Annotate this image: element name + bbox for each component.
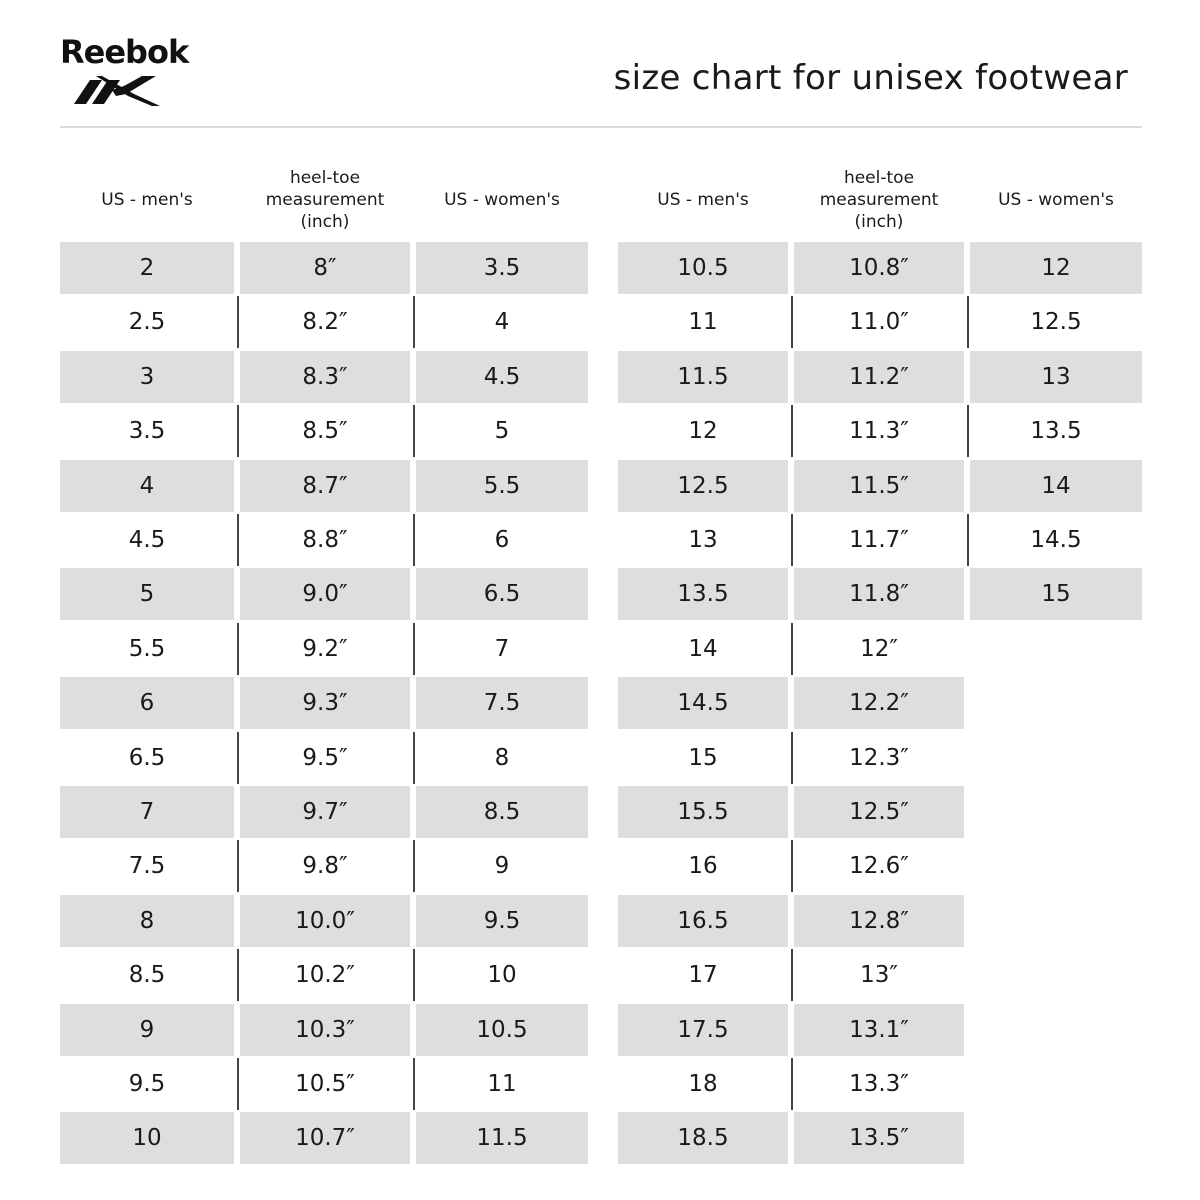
mens-size-cell: 17	[688, 962, 718, 989]
womens-size-cell: 6	[494, 527, 510, 553]
womens-size-cell: 7.5	[416, 677, 588, 729]
heel-toe-measurement-cell: 13″	[860, 962, 898, 989]
heel-toe-measurement-cell: 10.5″	[295, 1071, 355, 1097]
mens-size-cell: 15.5	[618, 786, 788, 838]
heel-toe-measurement-cell: 11.5″	[794, 460, 964, 512]
mens-size-cell: 4	[60, 460, 234, 512]
column-header-heel-toe-measurement: heel-toe measurement (inch)	[819, 168, 939, 232]
womens-size-cell: 14	[970, 460, 1142, 512]
heel-toe-measurement-cell: 9.8″	[302, 853, 348, 880]
womens-size-cell: 3.5	[416, 242, 588, 294]
mens-size-cell: 11	[688, 309, 718, 336]
heel-toe-measurement-cell: 10.2″	[295, 962, 355, 989]
column-separator	[237, 840, 239, 892]
column-separator	[237, 623, 239, 675]
heel-toe-measurement-cell: 8.2″	[302, 309, 348, 336]
brand-name: Reebok	[60, 33, 189, 71]
heel-toe-measurement-cell: 10.8″	[794, 242, 964, 294]
column-separator	[791, 840, 793, 892]
mens-size-cell: 3.5	[128, 418, 166, 445]
heel-toe-measurement-cell: 9.0″	[240, 568, 410, 620]
size-table-right	[618, 160, 1142, 1170]
womens-size-cell: 12.5	[1030, 309, 1082, 336]
column-header-mens-size: US - men's	[657, 190, 749, 210]
womens-size-cell: 4.5	[416, 351, 588, 403]
mens-size-cell: 8.5	[128, 962, 166, 989]
mens-size-cell: 9	[60, 1004, 234, 1056]
mens-size-cell: 6.5	[128, 744, 166, 771]
heel-toe-measurement-cell: 11.2″	[794, 351, 964, 403]
heel-toe-measurement-cell: 13.1″	[794, 1004, 964, 1056]
heel-toe-measurement-cell: 12″	[860, 635, 898, 662]
column-separator	[791, 1058, 793, 1110]
column-separator	[967, 296, 969, 348]
column-separator	[791, 732, 793, 784]
heel-toe-measurement-cell: 13.3″	[849, 1071, 909, 1097]
header-divider	[60, 126, 1142, 128]
heel-toe-measurement-cell: 12.3″	[849, 744, 909, 771]
mens-size-cell: 7.5	[128, 853, 166, 880]
column-separator	[413, 732, 415, 784]
womens-size-cell: 9	[494, 853, 510, 880]
mens-size-cell: 13	[688, 527, 718, 553]
mens-size-cell: 16.5	[618, 895, 788, 947]
column-separator	[413, 405, 415, 457]
womens-size-cell: 8.5	[416, 786, 588, 838]
womens-size-cell: 12	[970, 242, 1142, 294]
column-separator	[413, 623, 415, 675]
column-separator	[237, 732, 239, 784]
womens-size-cell: 5	[494, 418, 510, 445]
column-separator	[791, 514, 793, 566]
mens-size-cell: 5.5	[128, 635, 166, 662]
womens-size-cell: 13	[970, 351, 1142, 403]
heel-toe-measurement-cell: 10.0″	[240, 895, 410, 947]
column-separator	[413, 949, 415, 1001]
heel-toe-measurement-cell: 8.3″	[240, 351, 410, 403]
womens-size-cell: 5.5	[416, 460, 588, 512]
heel-toe-measurement-cell: 9.5″	[302, 744, 348, 771]
womens-size-cell: 15	[970, 568, 1142, 620]
heel-toe-measurement-cell: 11.0″	[849, 309, 909, 336]
mens-size-cell: 3	[60, 351, 234, 403]
heel-toe-measurement-cell: 9.7″	[240, 786, 410, 838]
mens-size-cell: 5	[60, 568, 234, 620]
column-header-mens-size: US - men's	[101, 190, 193, 210]
mens-size-cell: 12	[688, 418, 718, 445]
column-separator	[791, 623, 793, 675]
column-header-heel-toe-measurement: heel-toe measurement (inch)	[265, 168, 385, 232]
heel-toe-measurement-cell: 9.3″	[240, 677, 410, 729]
mens-size-cell: 10.5	[618, 242, 788, 294]
column-header-womens-size: US - women's	[998, 190, 1114, 210]
womens-size-cell: 6.5	[416, 568, 588, 620]
reebok-delta-icon	[72, 72, 162, 106]
column-separator	[237, 949, 239, 1001]
mens-size-cell: 4.5	[128, 527, 166, 553]
column-separator	[791, 405, 793, 457]
heel-toe-measurement-cell: 10.7″	[240, 1112, 410, 1164]
column-separator	[237, 405, 239, 457]
heel-toe-measurement-cell: 8″	[240, 242, 410, 294]
mens-size-cell: 9.5	[128, 1071, 166, 1097]
heel-toe-measurement-cell: 10.3″	[240, 1004, 410, 1056]
column-separator	[237, 514, 239, 566]
womens-size-cell: 4	[494, 309, 510, 336]
mens-size-cell: 7	[60, 786, 234, 838]
mens-size-cell: 12.5	[618, 460, 788, 512]
heel-toe-measurement-cell: 8.7″	[240, 460, 410, 512]
womens-size-cell: 9.5	[416, 895, 588, 947]
column-separator	[413, 514, 415, 566]
womens-size-cell: 10.5	[416, 1004, 588, 1056]
heel-toe-measurement-cell: 12.8″	[794, 895, 964, 947]
heel-toe-measurement-cell: 9.2″	[302, 635, 348, 662]
mens-size-cell: 13.5	[618, 568, 788, 620]
column-separator	[791, 296, 793, 348]
column-separator	[413, 296, 415, 348]
mens-size-cell: 18	[688, 1071, 718, 1097]
heel-toe-measurement-cell: 12.2″	[794, 677, 964, 729]
heel-toe-measurement-cell: 8.5″	[302, 418, 348, 445]
column-separator	[967, 514, 969, 566]
reebok-logo	[60, 33, 200, 110]
mens-size-cell: 15	[688, 744, 718, 771]
mens-size-cell: 6	[60, 677, 234, 729]
column-separator	[237, 296, 239, 348]
heel-toe-measurement-cell: 13.5″	[794, 1112, 964, 1164]
mens-size-cell: 18.5	[618, 1112, 788, 1164]
heel-toe-measurement-cell: 11.8″	[794, 568, 964, 620]
heel-toe-measurement-cell: 12.6″	[849, 853, 909, 880]
mens-size-cell: 16	[688, 853, 718, 880]
column-separator	[237, 1058, 239, 1110]
size-table-left	[60, 160, 588, 1170]
womens-size-cell: 7	[494, 635, 510, 662]
column-separator	[413, 840, 415, 892]
womens-size-cell: 11	[487, 1071, 517, 1097]
womens-size-cell: 13.5	[1030, 418, 1082, 445]
column-separator	[413, 1058, 415, 1110]
column-header-womens-size: US - women's	[444, 190, 560, 210]
column-separator	[791, 949, 793, 1001]
womens-size-cell: 8	[494, 744, 510, 771]
mens-size-cell: 11.5	[618, 351, 788, 403]
page-title: size chart for unisex footwear	[613, 58, 1128, 98]
heel-toe-measurement-cell: 8.8″	[302, 527, 348, 553]
column-separator	[967, 405, 969, 457]
mens-size-cell: 17.5	[618, 1004, 788, 1056]
womens-size-cell: 11.5	[416, 1112, 588, 1164]
mens-size-cell: 8	[60, 895, 234, 947]
mens-size-cell: 14	[688, 635, 718, 662]
mens-size-cell: 2	[60, 242, 234, 294]
mens-size-cell: 10	[60, 1112, 234, 1164]
mens-size-cell: 14.5	[618, 677, 788, 729]
heel-toe-measurement-cell: 12.5″	[794, 786, 964, 838]
womens-size-cell: 10	[487, 962, 517, 989]
womens-size-cell: 14.5	[1030, 527, 1082, 553]
heel-toe-measurement-cell: 11.7″	[849, 527, 909, 553]
heel-toe-measurement-cell: 11.3″	[849, 418, 909, 445]
mens-size-cell: 2.5	[128, 309, 166, 336]
